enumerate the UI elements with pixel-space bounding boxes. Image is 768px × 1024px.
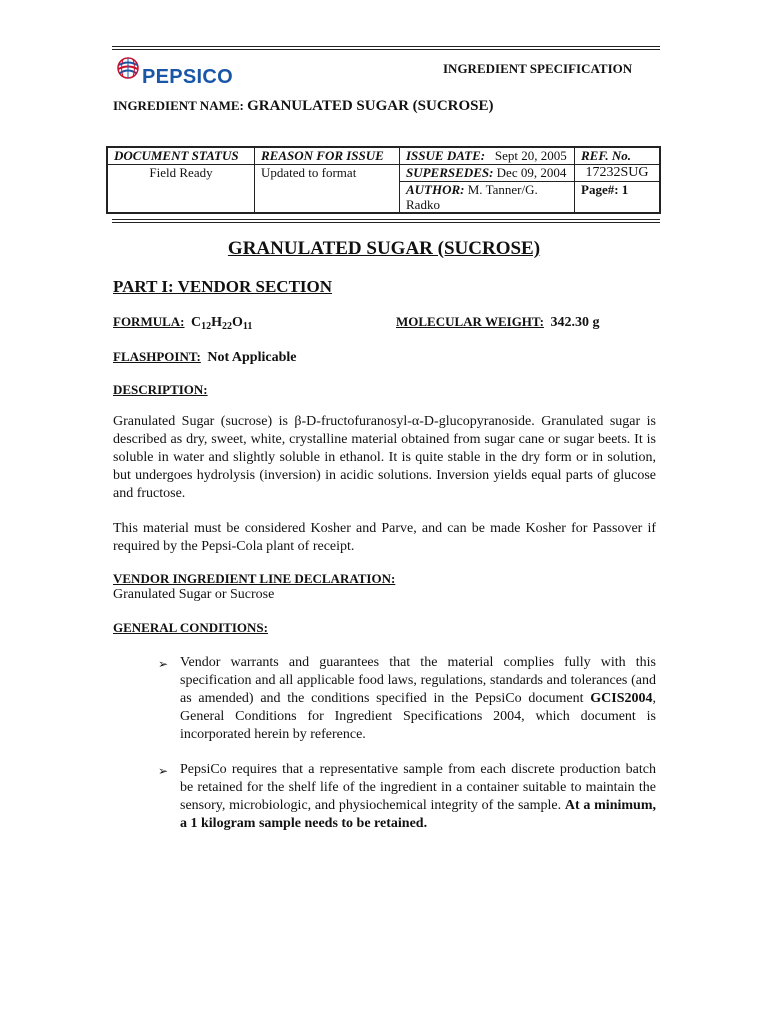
- ref-header: REF. No.: [575, 147, 661, 165]
- condition-item-1: [158, 654, 656, 744]
- supersedes-label: SUPERSEDES:: [406, 165, 494, 180]
- flashpoint-label: FLASHPOINT:: [113, 349, 201, 364]
- formula-value: $C_{12}H_{22}O_{11}$: [191, 315, 253, 332]
- page-number: Page#: 1: [575, 182, 661, 214]
- condition-1-doc-ref: GCIS2004: [590, 691, 653, 706]
- supersedes-value: Dec 09, 2004: [496, 165, 567, 180]
- ingredient-name-line: [113, 98, 494, 115]
- vendor-declaration-text: Granulated Sugar or Sucrose: [113, 587, 275, 602]
- top-rule-1: [112, 46, 660, 47]
- issue-date-cell: [400, 147, 575, 165]
- part-heading: PART I: VENDOR SECTION: [113, 277, 333, 296]
- globe-icon: [116, 56, 140, 80]
- condition-item-2: [158, 761, 656, 833]
- document-title: GRANULATED SUGAR (SUCROSE): [227, 238, 541, 259]
- description-paragraph-1: Granulated Sugar (sucrose) is β-D-fructofuranosyl-α-D-glucopyranoside. Granulated sugar is described as dry, sweet, white, crystalline material obtained from sugar cane or sugar beets. It is soluble in water and slightly soluble in ethanol. It is quite stable in the dry form or in solution, but undergoes hydrolysis (inversion) in acidic solutions. Inversion yields equal parts of glucose and fructose.: [113, 414, 656, 501]
- ingredient-name-label: INGREDIENT NAME:: [113, 98, 244, 113]
- table-row: [107, 147, 660, 165]
- doc-status-value: Field Ready: [107, 165, 255, 214]
- molecular-weight-value: 342.30 g: [550, 315, 600, 330]
- general-conditions-heading: GENERAL CONDITIONS:: [113, 620, 268, 635]
- table-row: [107, 165, 660, 182]
- brand-name: PEPSICO: [142, 66, 234, 88]
- condition-1-text: Vendor warrants and guarantees that the material complies fully with this specification and all applicable food laws, regulations, standards and tolerances (and as amended) and the conditions specified in the PepsiCo document: [180, 655, 656, 706]
- molecular-weight-line: [396, 314, 599, 331]
- arrow-bullet-icon: ➢: [158, 764, 169, 778]
- description-paragraph-2: This material must be considered Kosher and Parve, and can be made Kosher for Passover if required by the Pepsi-Cola plant of receipt.: [113, 521, 656, 554]
- ref-no-value: 17232SUG: [575, 165, 661, 182]
- reason-value: Updated to format: [255, 165, 400, 214]
- arrow-bullet-icon: ➢: [158, 657, 169, 671]
- author-label: AUTHOR:: [406, 182, 465, 197]
- molecular-weight-label: MOLECULAR WEIGHT:: [396, 314, 544, 329]
- reason-header: REASON FOR ISSUE: [255, 147, 400, 165]
- author-cell: [400, 182, 575, 214]
- mid-rule-2: [112, 222, 660, 223]
- top-rule-2: [112, 49, 660, 50]
- supersedes-cell: [400, 165, 575, 182]
- document-meta-table: [106, 146, 661, 214]
- formula-line: [113, 314, 252, 332]
- condition-2-text: PepsiCo requires that a representative sample from each discrete production batch be retained for the shelf life of the ingredient in a container suitable to maintain the sensory, microbiologic, and physiochemical integrity of the sample.: [180, 762, 656, 813]
- description-heading: DESCRIPTION:: [113, 382, 208, 397]
- ingredient-name-value: GRANULATED SUGAR (SUCROSE): [247, 98, 494, 114]
- flashpoint-value: Not Applicable: [207, 350, 297, 365]
- mid-rule-1: [112, 219, 660, 220]
- condition-1-text-end: , General Conditions for Ingredient Specifications 2004, which document is incorporated herein by reference.: [180, 691, 656, 742]
- issue-date-value: Sept 20, 2005: [494, 148, 567, 163]
- condition-2-emphasis: At a minimum, a 1 kilogram sample needs to be retained.: [180, 798, 656, 831]
- formula-label: FORMULA:: [113, 314, 185, 329]
- vendor-declaration-heading: VENDOR INGREDIENT LINE DECLARATION:: [113, 571, 396, 586]
- author-value: M. Tanner/G. Radko: [406, 182, 538, 212]
- doc-status-header: DOCUMENT STATUS: [107, 147, 255, 165]
- document-type: INGREDIENT SPECIFICATION: [443, 61, 633, 76]
- issue-date-label: ISSUE DATE:: [406, 148, 486, 163]
- flashpoint-line: [113, 349, 296, 366]
